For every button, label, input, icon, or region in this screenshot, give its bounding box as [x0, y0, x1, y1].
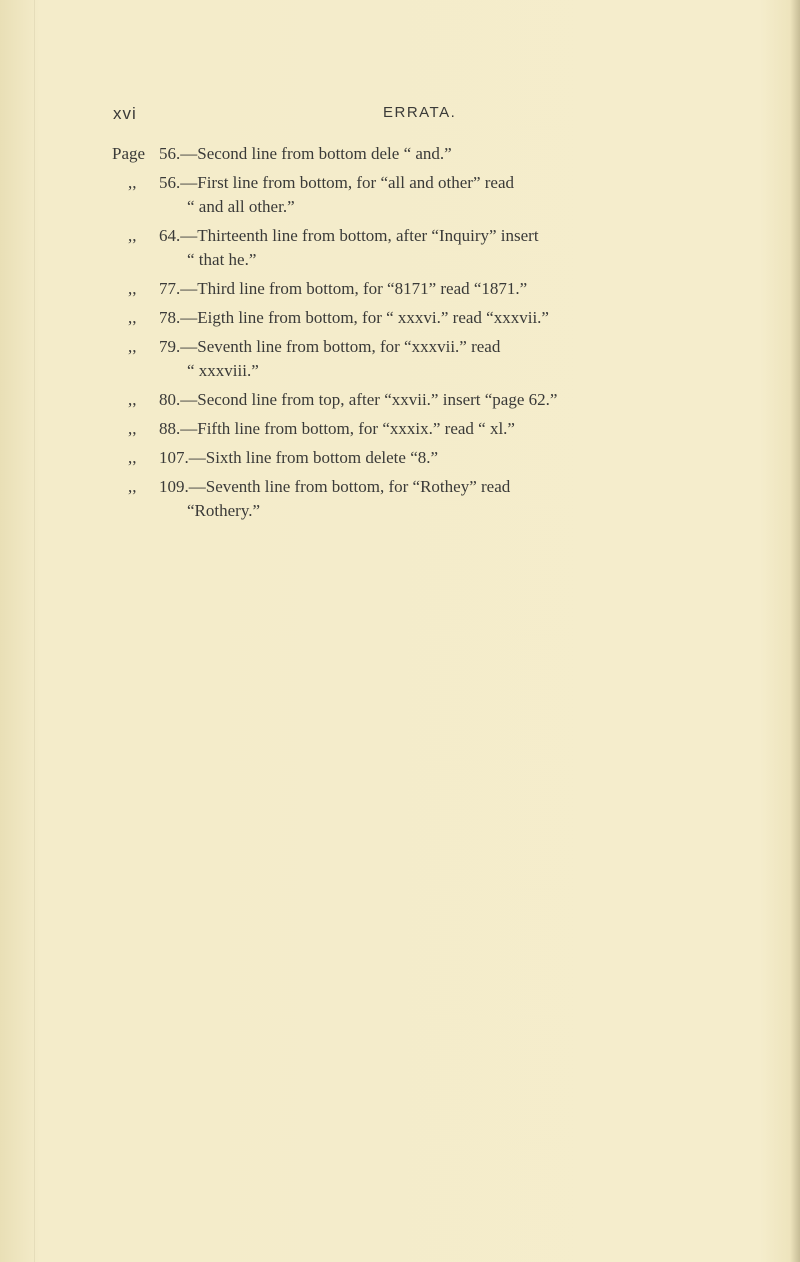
ditto-mark: ,,: [128, 390, 137, 409]
page-right-edge: [790, 0, 800, 1262]
erratum-body: [159, 306, 772, 330]
erratum-text: —Seventh line from bottom, for “xxxvii.” read: [180, 337, 501, 356]
ditto-mark: ,,: [128, 308, 137, 327]
erratum-body: [159, 277, 772, 301]
erratum-page-number: 56.: [159, 144, 181, 163]
erratum-entry: [112, 224, 772, 272]
erratum-page-number: 77.: [159, 279, 181, 298]
erratum-body: [159, 171, 772, 219]
erratum-text: —Second line from top, after “xxvii.” insert “page 62.”: [180, 390, 558, 409]
erratum-text: —Third line from bottom, for “8171” read “1871.”: [180, 279, 528, 298]
ditto-mark: ,,: [128, 226, 137, 245]
erratum-body: [159, 335, 772, 383]
erratum-entry: [112, 306, 772, 330]
erratum-page-number: 109.: [159, 477, 189, 496]
ditto-mark: ,,: [128, 477, 137, 496]
erratum-text: —First line from bottom, for “all and other” read: [180, 173, 515, 192]
erratum-entry: [112, 417, 772, 441]
erratum-text: —Second line from bottom dele “ and.”: [180, 144, 452, 163]
erratum-entry: [112, 142, 772, 166]
erratum-page-number: 88.: [159, 419, 181, 438]
ditto-mark: ,,: [128, 419, 137, 438]
erratum-body: [159, 446, 772, 470]
erratum-entry: [112, 475, 772, 523]
erratum-page-number: 64.: [159, 226, 181, 245]
erratum-page-number: 56.: [159, 173, 181, 192]
erratum-page-number: 80.: [159, 390, 181, 409]
page-header: [0, 104, 800, 126]
erratum-continuation: “ that he.”: [187, 250, 257, 269]
erratum-body: [159, 388, 772, 412]
erratum-entry: [112, 335, 772, 383]
page-left-edge: [0, 0, 35, 1262]
ditto-mark: ,,: [128, 279, 137, 298]
ditto-mark: ,,: [128, 173, 137, 192]
ditto-mark: ,,: [128, 337, 137, 356]
erratum-text: —Eigth line from bottom, for “ xxxvi.” read “xxxvii.”: [180, 308, 549, 327]
erratum-continuation: “ and all other.”: [187, 197, 295, 216]
running-title: ERRATA.: [383, 104, 457, 121]
ditto-mark: ,,: [128, 448, 137, 467]
erratum-entry: [112, 388, 772, 412]
erratum-continuation: “ xxxviii.”: [187, 361, 259, 380]
erratum-text: —Thirteenth line from bottom, after “Inquiry” insert: [180, 226, 539, 245]
erratum-body: [159, 475, 772, 523]
erratum-body: [159, 417, 772, 441]
erratum-text: —Seventh line from bottom, for “Rothey” read: [188, 477, 511, 496]
erratum-page-number: 78.: [159, 308, 181, 327]
erratum-entry: [112, 446, 772, 470]
erratum-text: —Sixth line from bottom delete “8.”: [188, 448, 439, 467]
erratum-body: [159, 142, 772, 166]
erratum-continuation: “Rothery.”: [187, 501, 261, 520]
page-label: Page: [112, 144, 146, 163]
erratum-page-number: 79.: [159, 337, 181, 356]
erratum-body: [159, 224, 772, 272]
erratum-page-number: 107.: [159, 448, 189, 467]
errata-list: [112, 142, 772, 523]
erratum-entry: [112, 277, 772, 301]
erratum-text: —Fifth line from bottom, for “xxxix.” read “ xl.”: [180, 419, 515, 438]
erratum-entry: [112, 171, 772, 219]
page-folio: xvi: [113, 104, 137, 123]
